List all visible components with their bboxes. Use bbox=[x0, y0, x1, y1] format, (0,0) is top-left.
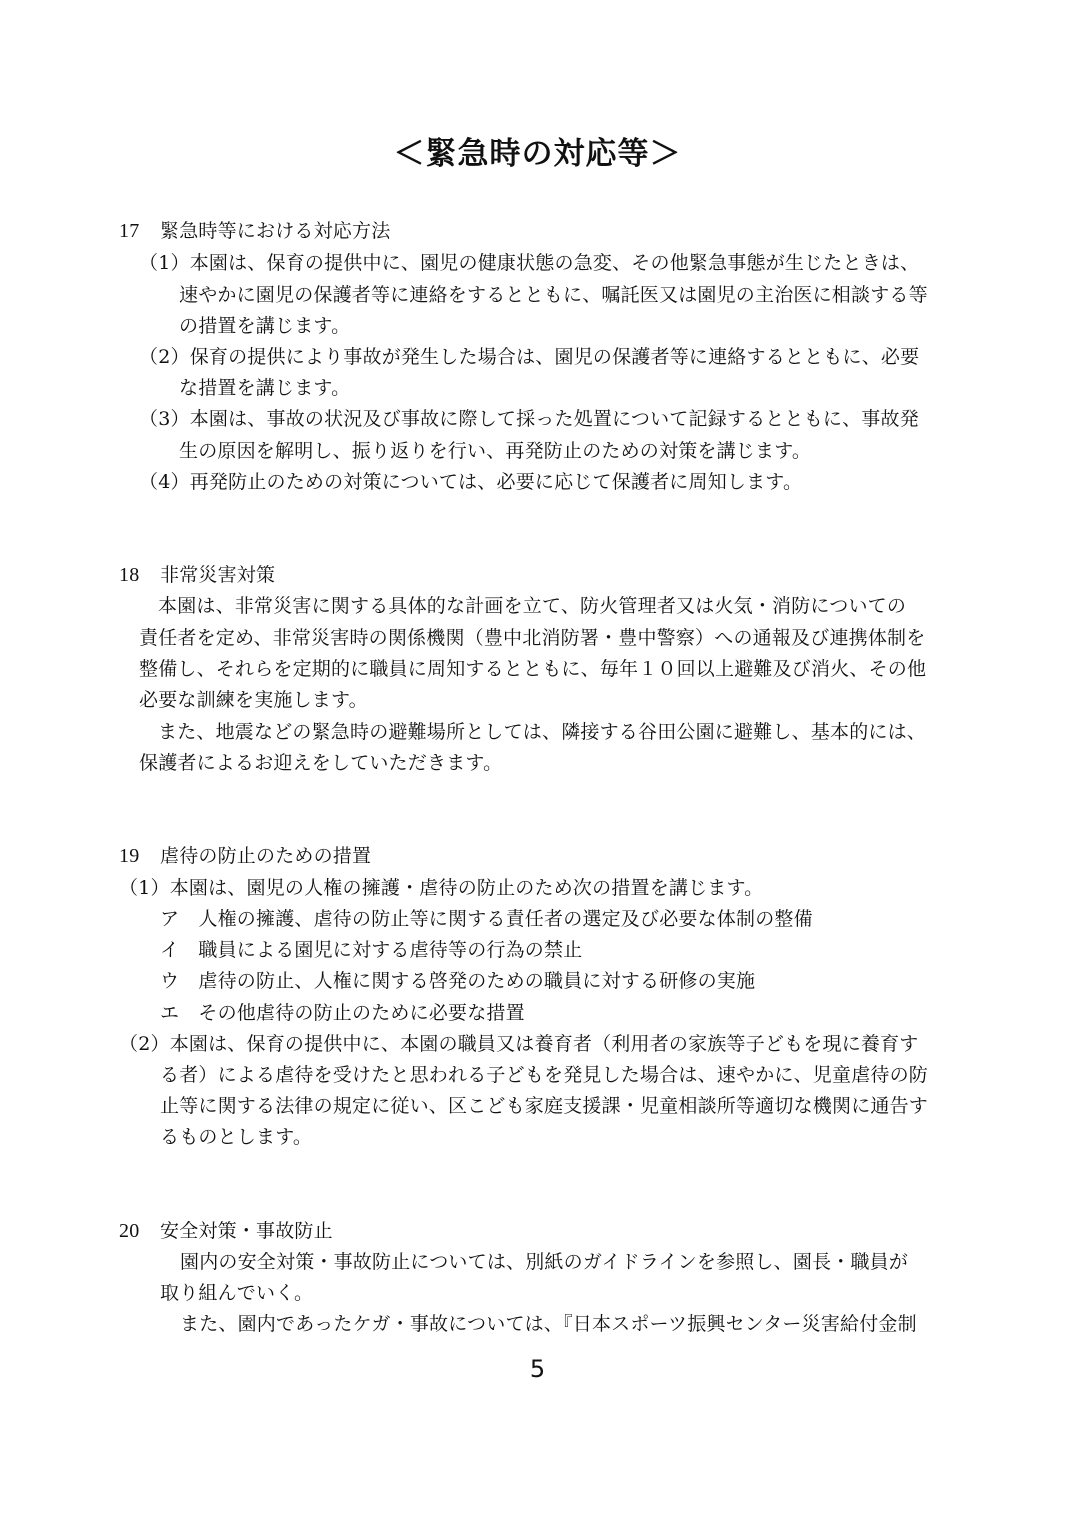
section-19-line: る者）による虐待を受けたと思われる子どもを発見した場合は、速やかに、児童虐待の防 bbox=[160, 1064, 929, 1086]
section-19-list-item: ウ 虐待の防止、人権に関する啓発のための職員に対する研修の実施 bbox=[160, 970, 756, 992]
section-17-line: な措置を講じます。 bbox=[179, 377, 351, 399]
section-title: 虐待の防止のための措置 bbox=[160, 845, 372, 867]
section-number: 18 bbox=[119, 564, 140, 586]
section-19-list-item: ア 人権の擁護、虐待の防止等に関する責任者の選定及び必要な体制の整備 bbox=[160, 908, 813, 930]
page-number: 5 bbox=[529, 1355, 546, 1383]
section-20-line: また、園内であったケガ・事故については、『日本スポーツ振興センター災害給付金制 bbox=[180, 1313, 917, 1335]
section-19-heading bbox=[119, 842, 371, 870]
section-18-line: 必要な訓練を実施します。 bbox=[139, 689, 368, 711]
section-19-line: 止等に関する法律の規定に従い、区こども家庭支援課・児童相談所等適切な機関に通告す bbox=[160, 1095, 929, 1117]
section-title: 非常災害対策 bbox=[160, 564, 276, 586]
section-19-line: （1）本園は、園児の人権の擁護・虐待の防止のため次の措置を講じます。 bbox=[119, 877, 764, 899]
section-number: 17 bbox=[119, 220, 140, 242]
section-title: 安全対策・事故防止 bbox=[160, 1220, 333, 1242]
section-20-line: 園内の安全対策・事故防止については、別紙のガイドラインを参照し、園長・職員が bbox=[180, 1251, 909, 1273]
section-19-list-item: エ その他虐待の防止のために必要な措置 bbox=[160, 1002, 525, 1024]
section-18-line: 整備し、それらを定期的に職員に周知するとともに、毎年１０回以上避難及び消火、その他 bbox=[139, 658, 927, 680]
section-18-line: 本園は、非常災害に関する具体的な計画を立て、防火管理者又は火気・消防についての bbox=[158, 595, 907, 617]
section-18-line: 保護者によるお迎えをしていただきます。 bbox=[139, 752, 503, 774]
section-19-list-item: イ 職員による園児に対する虐待等の行為の禁止 bbox=[160, 939, 583, 961]
section-number: 20 bbox=[119, 1220, 140, 1242]
section-17-line: （2）保育の提供により事故が発生した場合は、園児の保護者等に連絡するとともに、必要 bbox=[139, 346, 920, 368]
section-17-line: 速やかに園児の保護者等に連絡をするとともに、嘱託医又は園児の主治医に相談する等 bbox=[179, 284, 928, 306]
section-17-line: 生の原因を解明し、振り返りを行い、再発防止のための対策を講じます。 bbox=[179, 440, 812, 462]
section-number: 19 bbox=[119, 845, 140, 867]
section-18-line: また、地震などの緊急時の避難場所としては、隣接する谷田公園に避難し、基本的には、 bbox=[158, 721, 927, 743]
section-19-line: （2）本園は、保育の提供中に、本園の職員又は養育者（利用者の家族等子どもを現に養育す bbox=[119, 1033, 919, 1055]
section-18-heading bbox=[119, 561, 275, 589]
section-20-heading bbox=[119, 1217, 333, 1245]
section-17-heading bbox=[119, 217, 390, 245]
section-17-line: の措置を講じます。 bbox=[179, 315, 351, 337]
section-17-line: （1）本園は、保育の提供中に、園児の健康状態の急変、その他緊急事態が生じたときは、 bbox=[139, 252, 920, 274]
section-20-line: 取り組んでいく。 bbox=[160, 1282, 314, 1304]
page-title: ＜緊急時の対応等＞ bbox=[393, 136, 682, 172]
section-17-line: （4）再発防止のための対策については、必要に応じて保護者に周知します。 bbox=[139, 471, 803, 493]
section-17-line: （3）本園は、事故の状況及び事故に際して採った処置について記録するとともに、事故発 bbox=[139, 408, 919, 430]
section-title: 緊急時等における対応方法 bbox=[160, 220, 391, 242]
section-19-line: るものとします。 bbox=[160, 1126, 313, 1148]
section-18-line: 責任者を定め、非常災害時の関係機関（豊中北消防署・豊中警察）への通報及び連携体制を bbox=[139, 627, 926, 649]
